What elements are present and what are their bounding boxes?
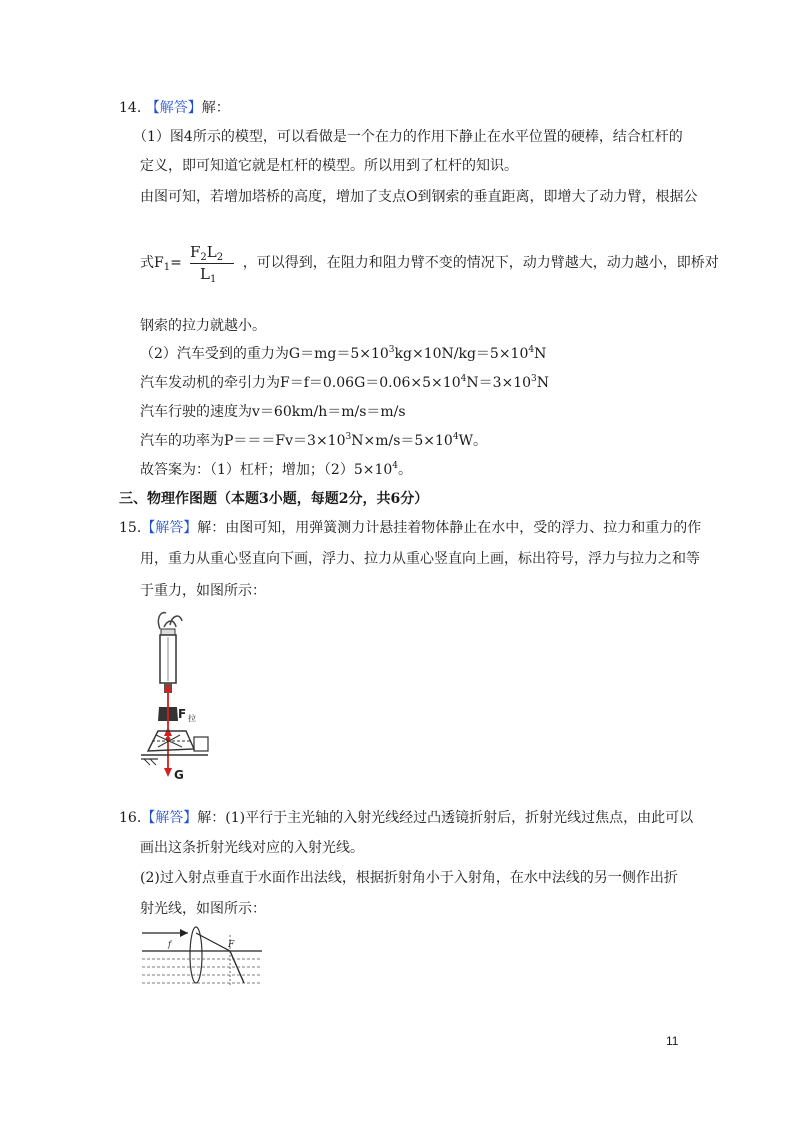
q15-line-3: 于重力，如图所示： — [140, 583, 266, 599]
q15-line-1: 15.【解答】解：由图可知，用弹簧测力计悬挂着物体静止在水中，受的浮力、拉力和重力的作 — [119, 520, 702, 536]
q14-paragraph-1b: 定义，即可知道它就是杠杆的模型。所以用到了杠杆的知识。 — [140, 158, 518, 174]
q16-line-3: (2)过入射点垂直于水面作出法线，根据折射角小于入射角，在水中法线的另一侧作出折 — [140, 870, 678, 886]
fraction-numerator: $F_2L_2$ — [190, 243, 224, 263]
q16-line-1: 16.【解答】解：(1)平行于主光轴的入射光线经过凸透镜折射后，折射光线过焦点，由此可以 — [119, 810, 694, 826]
gravity-label: G — [174, 768, 184, 782]
lever-formula-fraction — [190, 243, 240, 291]
q16-line-4: 射光线，如图所示： — [140, 901, 266, 917]
fraction-bar — [190, 263, 234, 264]
q14-number: 14. — [119, 100, 142, 116]
page-number: 11 — [666, 1034, 679, 1048]
fraction-denominator: $L_1$ — [200, 265, 217, 285]
tension-label: F — [178, 707, 187, 721]
tension-subscript: 拉 — [188, 714, 196, 723]
q14-formula-line: 式$F_1=$ ，可以得到，在阻力和阻力臂不变的情况下，动力臂越大，动力越小，即桥对 — [140, 255, 719, 273]
q14-traction-line: 汽车发动机的牵引力为$F=f=0.06G=0.06\times 5\times 10^4N=3\times 10^3N$ — [140, 374, 550, 391]
q15-line-2: 用，重力从重心竖直向下画，浮力、拉力从重心竖直向上画，标出符号，浮力与拉力之和等 — [140, 551, 700, 567]
q14-paragraph-3: 钢索的拉力就越小。 — [140, 318, 266, 334]
q14-jie: 解： — [201, 100, 230, 116]
q15-answer-tag: 【解答】 — [141, 520, 198, 536]
q14-power-line: 汽车的功率为$P===Fv=3\times 10^3N\times m/s=5\times 10^4W$。 — [140, 432, 487, 449]
q14-paragraph-2: 由图可知，若增加塔桥的高度，增加了支点O到钢索的垂直距离，即增大了动力臂，根据公 — [140, 189, 698, 205]
spring-scale-force-diagram — [138, 607, 218, 787]
q14-paragraph-1a: （1）图4所示的模型，可以看做是一个在力的作用下静止在水平位置的硬棒，结合杠杆的 — [133, 129, 683, 145]
q14-heading — [119, 99, 230, 117]
q14-answer-summary: 故答案为：（1）杠杆；增加；$(2)5\times 10^4$。 — [140, 461, 413, 478]
q14-answer-tag: 【解答】 — [145, 100, 202, 116]
svg-text:f: f — [168, 940, 171, 949]
q14-gravity-line: （2）汽车受到的重力为$G=mg=5\times 10^3kg\times 10N/kg=5\times 10^4N$ — [140, 345, 547, 362]
q16-line-2: 画出这条折射光线对应的入射光线。 — [140, 840, 364, 856]
section-3-heading: 三、物理作图题（本题3小题，每题2分，共6分） — [119, 491, 429, 507]
q14-formula-rest: ，可以得到，在阻力和阻力臂不变的情况下，动力臂越大，动力越小，即桥对 — [242, 255, 719, 271]
q14-speed-line: 汽车行驶的速度为v＝60km/h＝m/s＝m/s — [140, 404, 406, 420]
focus-label: F — [228, 940, 235, 950]
lens-refraction-diagram — [140, 925, 266, 987]
q16-answer-tag: 【解答】 — [141, 810, 198, 826]
